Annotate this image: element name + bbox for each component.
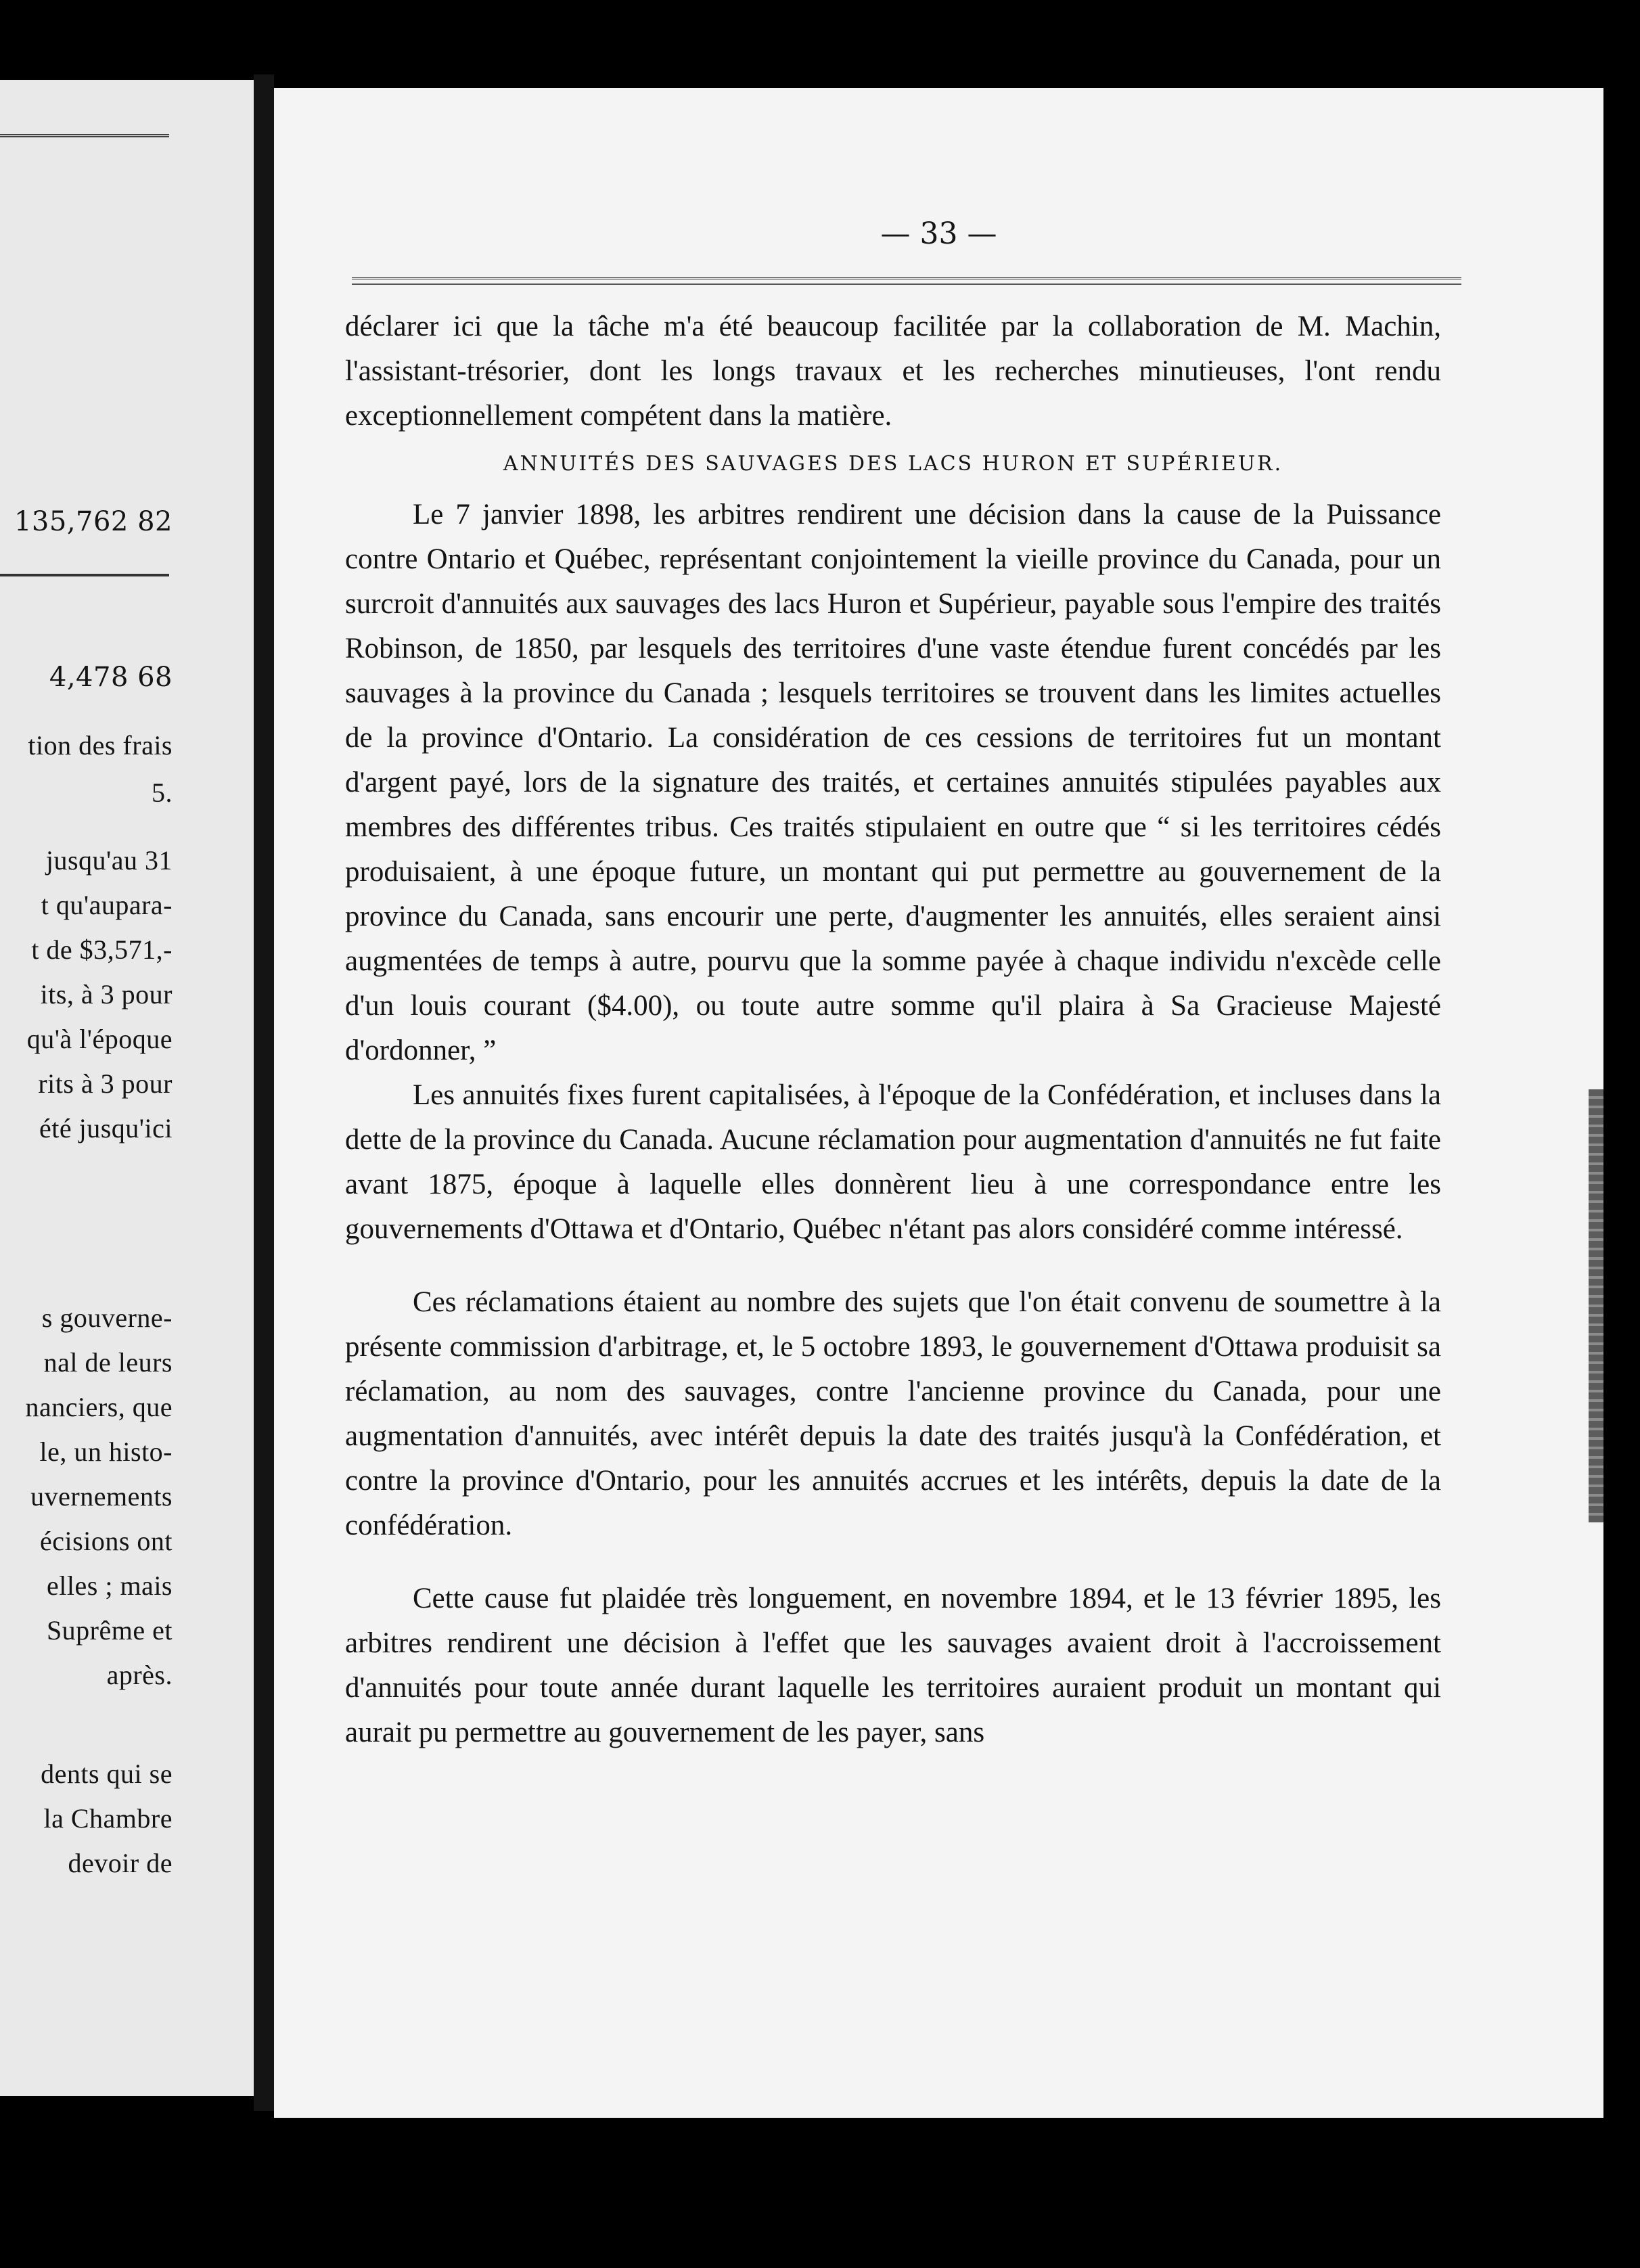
page-edge-bleed [1589,1089,1603,1522]
text-line: devoir de [68,1848,173,1878]
header-rule [352,277,1461,285]
text-line: Suprême et [46,1615,173,1646]
text-line: tion des frais [28,730,173,761]
paragraph: Le 7 janvier 1898, les arbitres rendirent une décision dans la cause de la Puissance contre Ontario et Québec, représentant conjointement la vieille province du Canada, pour un surcroit d'annuités aux sauvages des lacs Huron et Supérieur, payable sous l'empire des traités Robinson, de 1850, par lesquels des territoires d'une vaste étendue furent concédés par les sauvages à la province du Canada ; lesquels territoires se trouvent dans les limites actuelles de la province d'Ontario. La considération de ces cessions de territoires fut un montant d'argent payé, lors de la signature des traités, et certaines annuités stipulées payables aux membres des différentes tribus. Ces traités stipulaient en outre que “ si les territoires cédés produisaient, à une époque future, un montant qui put permettre au gouvernement de la province du Canada, sans encourir une perte, d'augmenter les annuités, elles seraient ainsi augmentées de temps à autre, pourvu que la somme payée à chaque individu n'excède celle d'un louis courant ($4.00), ou toute autre somme qu'il plaira à Sa Gracieuse Majesté d'ordonner, ” [345,499,1441,1066]
paragraph: Cette cause fut plaidée très longuement, en novembre 1894, et le 13 février 1895, les arbitres rendirent une décision à l'effet que les sauvages avaient droit à l'accroissement d'annuités pour toute année durant laquelle les territoires auraient produit un montant qui aurait pu permettre au gouvernement de les payer, sans [345,1583,1441,1748]
book-spine [254,74,274,2111]
text-line: 5. [152,777,173,808]
text-line: qu'à l'époque [26,1024,173,1054]
opening-paragraph: déclarer ici que la tâche m'a été beaucoup facilitée par la collaboration de M. Machin, l'assistant-trésorier, dont les longs travaux et les recherches minutieuses, l'ont rendu exceptionnellement compétent dans la matière. [345,311,1441,432]
text-line: s gouverne- [41,1302,173,1333]
text-line: uvernements [30,1481,173,1512]
divider [0,134,169,137]
previous-page-fragment [0,80,254,2096]
text-line: la Chambre [43,1803,173,1834]
body-text [345,304,1441,1755]
text-line: t qu'aupara- [41,890,173,920]
paragraph: Ces réclamations étaient au nombre des sujets que l'on était convenu de soumettre à la présente commission d'arbitrage, et, le 5 octobre 1893, le gouvernement d'Ottawa produisit sa réclamation, au nom des sauvages, contre l'ancienne province du Canada, pour une augmentation d'annuités, avec intérêt depuis la date des traités jusqu'à la Confédération, et contre la province d'Ontario, pour les annuités accrues et les intérêts, depuis la date de la confédération. [345,1286,1441,1541]
paragraph-gap [345,1548,1441,1577]
paragraph: Les annuités fixes furent capitalisées, à l'époque de la Confédération, et incluses dans la dette de la province du Canada. Aucune réclamation pour augmentation d'annuités ne fut faite avant 1875, époque à laquelle elles donnèrent lieu à une correspondance entre les gouvernements d'Ottawa et d'Ontario, Québec n'étant pas alors considéré comme intéressé. [345,1079,1441,1245]
text-line: elles ; mais [47,1570,173,1601]
text-line: dents qui se [41,1759,173,1789]
text-line: nal de leurs [43,1347,173,1378]
text-line: rits à 3 pour [38,1068,173,1099]
text-line: écisions ont [40,1526,173,1556]
page-number: — 33 — [880,217,997,251]
text-line: été jusqu'ici [39,1113,173,1143]
document-page [274,88,1603,2118]
text-line: its, à 3 pour [40,979,173,1010]
amount-total: 135,762 82 [14,506,173,537]
section-heading: ANNUITÉS DES SAUVAGES DES LACS HURON ET SUPÉRIEUR. [503,452,1283,476]
paragraph-gap [345,1252,1441,1280]
text-line: le, un histo- [39,1436,173,1467]
text-line: t de $3,571,- [31,934,173,965]
text-line: après. [106,1660,173,1690]
divider [0,574,169,576]
amount-value: 4,478 68 [49,662,173,693]
text-line: jusqu'au 31 [45,845,173,876]
text-line: nanciers, que [25,1392,173,1422]
